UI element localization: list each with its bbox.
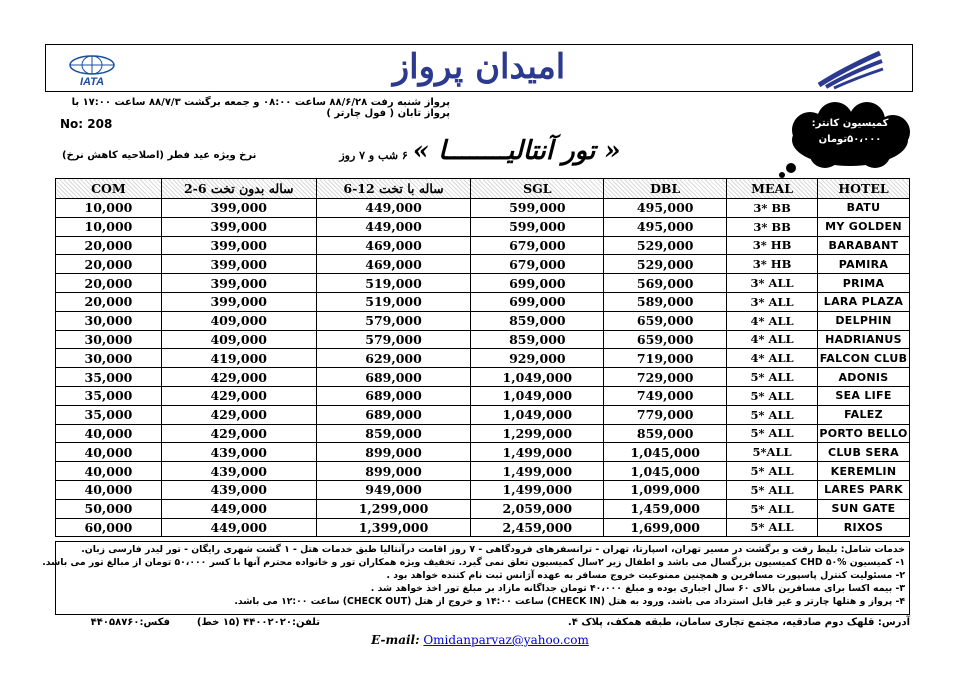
- commission-note: [790, 116, 910, 148]
- dbl-cell: 1,099,000: [604, 480, 727, 499]
- table-row: [56, 462, 910, 481]
- dbl-cell: 729,000: [604, 368, 727, 387]
- com-cell: 35,000: [56, 386, 162, 405]
- table-row: [56, 236, 910, 255]
- child-no-bed-cell: 419,000: [161, 349, 316, 368]
- meal-cell: 5*ALL: [727, 443, 818, 462]
- dbl-cell: 495,000: [604, 199, 727, 218]
- meal-cell: 3* BB: [727, 217, 818, 236]
- meal-cell: 5* ALL: [727, 462, 818, 481]
- com-cell: 30,000: [56, 330, 162, 349]
- meal-cell: 3* HB: [727, 236, 818, 255]
- child-with-bed-cell: 449,000: [316, 217, 471, 236]
- email-line: [0, 633, 960, 647]
- com-cell: 60,000: [56, 518, 162, 537]
- sgl-cell: 929,000: [471, 349, 604, 368]
- col-child-no-bed: 2-6 ساله بدون تخت: [161, 179, 316, 199]
- com-cell: 10,000: [56, 199, 162, 218]
- col-com: COM: [56, 179, 162, 199]
- hotel-name-cell: RIXOS: [818, 518, 910, 537]
- dbl-cell: 659,000: [604, 311, 727, 330]
- dbl-cell: 495,000: [604, 217, 727, 236]
- child-no-bed-cell: 439,000: [161, 480, 316, 499]
- dbl-cell: 749,000: [604, 386, 727, 405]
- table-row: [56, 311, 910, 330]
- hotel-name-cell: KEREMLIN: [818, 462, 910, 481]
- hotel-name-cell: FALEZ: [818, 405, 910, 424]
- child-with-bed-cell: 899,000: [316, 462, 471, 481]
- terms-item-2: ۲- مسئولیت کنترل پاسپورت مسافرین و همچنین ممنوعیت خروج مسافر به عهده آژانس ثبت نام کننده خواهد بود .: [386, 570, 905, 581]
- com-cell: 35,000: [56, 405, 162, 424]
- dbl-cell: 1,045,000: [604, 462, 727, 481]
- child-no-bed-cell: 399,000: [161, 199, 316, 218]
- included-services: [42, 541, 910, 615]
- flight-info: پرواز شنبه رفت ۸۸/۶/۲۸ ساعت ۰۸:۰۰ و جمعه برگشت ۸۸/۷/۳ ساعت ۱۷:۰۰ با پرواز تابان ( فول چارتر ): [71, 97, 450, 119]
- sgl-cell: 1,049,000: [471, 386, 604, 405]
- com-cell: 40,000: [56, 462, 162, 481]
- company-name: امیدان پرواز: [392, 47, 566, 87]
- hotel-name-cell: BATU: [818, 199, 910, 218]
- child-no-bed-cell: 439,000: [161, 443, 316, 462]
- sgl-cell: 1,499,000: [471, 480, 604, 499]
- dbl-cell: 1,699,000: [604, 518, 727, 537]
- hotel-name-cell: CLUB SERA: [818, 443, 910, 462]
- dbl-cell: 659,000: [604, 330, 727, 349]
- tour-number: No: 208: [60, 117, 113, 131]
- com-cell: 20,000: [56, 274, 162, 293]
- col-meal: MEAL: [727, 179, 818, 199]
- meal-cell: 5* ALL: [727, 499, 818, 518]
- dbl-cell: 1,045,000: [604, 443, 727, 462]
- dbl-cell: 779,000: [604, 405, 727, 424]
- meal-cell: 4* ALL: [727, 349, 818, 368]
- col-hotel: HOTEL: [818, 179, 910, 199]
- tour-title-main: « تور آنتالیــــــــا »: [412, 136, 621, 166]
- email-label: E-mail:: [371, 633, 420, 647]
- child-no-bed-cell: 399,000: [161, 217, 316, 236]
- table-row: [56, 405, 910, 424]
- com-cell: 50,000: [56, 499, 162, 518]
- meal-cell: 5* ALL: [727, 424, 818, 443]
- child-with-bed-cell: 519,000: [316, 274, 471, 293]
- terms-item-3: ۳- بیمه اکسا برای مسافرین بالای ۶۰ سال اجباری بوده و مبلغ ۴۰،۰۰۰ تومان جداگانه مازاد بر مبلغ تور اخذ خواهد شد .: [370, 583, 905, 594]
- sgl-cell: 859,000: [471, 330, 604, 349]
- hotel-name-cell: DELPHIN: [818, 311, 910, 330]
- table-row: [56, 386, 910, 405]
- sgl-cell: 1,499,000: [471, 443, 604, 462]
- child-no-bed-cell: 399,000: [161, 255, 316, 274]
- table-row: [56, 349, 910, 368]
- table-row: [56, 443, 910, 462]
- com-cell: 30,000: [56, 311, 162, 330]
- email-link[interactable]: Omidanparvaz@yahoo.com: [423, 633, 589, 647]
- hotel-name-cell: SUN GATE: [818, 499, 910, 518]
- child-no-bed-cell: 429,000: [161, 386, 316, 405]
- child-no-bed-cell: 429,000: [161, 405, 316, 424]
- hotel-name-cell: MY GOLDEN: [818, 217, 910, 236]
- dbl-cell: 719,000: [604, 349, 727, 368]
- child-with-bed-cell: 469,000: [316, 236, 471, 255]
- child-with-bed-cell: 859,000: [316, 424, 471, 443]
- price-table-body: [56, 199, 910, 537]
- address: آدرس: قلهک دوم صادقیه، مجتمع تجاری سامان، طبقه همکف، پلاک ۴.: [567, 617, 910, 628]
- meal-cell: 4* ALL: [727, 330, 818, 349]
- sgl-cell: 859,000: [471, 311, 604, 330]
- dbl-cell: 859,000: [604, 424, 727, 443]
- table-row: [56, 518, 910, 537]
- meal-cell: 5* ALL: [727, 405, 818, 424]
- child-with-bed-cell: 469,000: [316, 255, 471, 274]
- hotel-name-cell: BARABANT: [818, 236, 910, 255]
- child-with-bed-cell: 689,000: [316, 405, 471, 424]
- child-with-bed-cell: 1,399,000: [316, 518, 471, 537]
- meal-cell: 5* ALL: [727, 386, 818, 405]
- meal-cell: 3* HB: [727, 255, 818, 274]
- com-cell: 30,000: [56, 349, 162, 368]
- table-row: [56, 499, 910, 518]
- dbl-cell: 1,459,000: [604, 499, 727, 518]
- terms-item-1: ۱- کمیسیون CHD ۵۰% کمیسیون بزرگسال می باشد و اطفال زیر ۲سال کمیسیون تعلق نمی گیرد. تخفیف ویژه همکاران تور و خانواده محترم آنها با کسر ۵۰،۰۰۰ تومان از مبالغ تور می باشد.: [42, 557, 905, 568]
- table-row: [56, 368, 910, 387]
- child-no-bed-cell: 439,000: [161, 462, 316, 481]
- hotel-name-cell: HADRIANUS: [818, 330, 910, 349]
- dbl-cell: 589,000: [604, 292, 727, 311]
- dbl-cell: 529,000: [604, 236, 727, 255]
- meal-cell: 3* BB: [727, 199, 818, 218]
- sgl-cell: 1,049,000: [471, 405, 604, 424]
- child-with-bed-cell: 689,000: [316, 386, 471, 405]
- com-cell: 35,000: [56, 368, 162, 387]
- table-row: [56, 255, 910, 274]
- sgl-cell: 1,299,000: [471, 424, 604, 443]
- hotel-name-cell: PAMIRA: [818, 255, 910, 274]
- child-with-bed-cell: 899,000: [316, 443, 471, 462]
- child-with-bed-cell: 949,000: [316, 480, 471, 499]
- table-row: [56, 292, 910, 311]
- sgl-cell: 1,499,000: [471, 462, 604, 481]
- meal-cell: 4* ALL: [727, 311, 818, 330]
- child-with-bed-cell: 689,000: [316, 368, 471, 387]
- table-row: [56, 330, 910, 349]
- table-row: [56, 274, 910, 293]
- col-dbl: DBL: [604, 179, 727, 199]
- table-header-row: [56, 179, 910, 199]
- meal-cell: 5* ALL: [727, 480, 818, 499]
- com-cell: 10,000: [56, 217, 162, 236]
- price-table: [55, 178, 910, 537]
- iata-logo-text: IATA: [79, 76, 105, 88]
- com-cell: 40,000: [56, 480, 162, 499]
- child-no-bed-cell: 429,000: [161, 424, 316, 443]
- meal-cell: 5* ALL: [727, 518, 818, 537]
- sgl-cell: 599,000: [471, 217, 604, 236]
- phone: تلفن:۴۴۰۰۲۰۲۰ (۱۵ خط): [196, 617, 320, 628]
- sgl-cell: 2,059,000: [471, 499, 604, 518]
- tour-duration: ۶ شب و ۷ روز: [339, 149, 408, 162]
- child-no-bed-cell: 399,000: [161, 292, 316, 311]
- child-no-bed-cell: 409,000: [161, 311, 316, 330]
- meal-cell: 5* ALL: [727, 368, 818, 387]
- child-no-bed-cell: 409,000: [161, 330, 316, 349]
- child-with-bed-cell: 1,299,000: [316, 499, 471, 518]
- child-no-bed-cell: 449,000: [161, 499, 316, 518]
- com-cell: 40,000: [56, 443, 162, 462]
- hotel-name-cell: SEA LIFE: [818, 386, 910, 405]
- hotel-name-cell: FALCON CLUB: [818, 349, 910, 368]
- eid-special-rate-note: نرخ ویژه عید فطر (اصلاحیه کاهش نرخ): [62, 150, 257, 161]
- terms-item-4: ۴- پرواز و هتلها چارتر و غیر قابل استرداد می باشد. ورود به هتل (CHECK IN) ساعت ۱۴:۰۰ و خروج از هتل (CHECK OUT) ساعت ۱۲:۰۰ می باشد.: [234, 596, 905, 607]
- child-no-bed-cell: 399,000: [161, 274, 316, 293]
- meal-cell: 3* ALL: [727, 292, 818, 311]
- commission-amount: ۵۰،۰۰۰تومان: [818, 134, 882, 145]
- sgl-cell: 679,000: [471, 255, 604, 274]
- sgl-cell: 699,000: [471, 274, 604, 293]
- hotel-name-cell: LARA PLAZA: [818, 292, 910, 311]
- fax: فکس:۴۴۰۵۸۷۶۰: [90, 617, 170, 628]
- col-sgl: SGL: [471, 179, 604, 199]
- table-row: [56, 480, 910, 499]
- col-child-with-bed: 6-12 ساله با تخت: [316, 179, 471, 199]
- com-cell: 20,000: [56, 236, 162, 255]
- table-row: [56, 199, 910, 218]
- sgl-cell: 599,000: [471, 199, 604, 218]
- child-with-bed-cell: 449,000: [316, 199, 471, 218]
- child-no-bed-cell: 429,000: [161, 368, 316, 387]
- child-no-bed-cell: 399,000: [161, 236, 316, 255]
- child-with-bed-cell: 579,000: [316, 330, 471, 349]
- table-row: [56, 217, 910, 236]
- child-with-bed-cell: 519,000: [316, 292, 471, 311]
- table-row: [56, 424, 910, 443]
- child-no-bed-cell: 449,000: [161, 518, 316, 537]
- sgl-cell: 1,049,000: [471, 368, 604, 387]
- com-cell: 20,000: [56, 292, 162, 311]
- services-summary: خدمات شامل: بلیط رفت و برگشت در مسیر تهران، اسپارتا، تهران - ترانسفرهای فرودگاهی - ۷ روز اقامت درآنتالیا طبق خدمات هتل - ۱ گشت شهری رایگان - تور لیدر فارسی زبان.: [81, 544, 905, 555]
- tour-title: [330, 136, 630, 166]
- company-wing-logo: [814, 49, 884, 89]
- child-with-bed-cell: 579,000: [316, 311, 471, 330]
- hotel-name-cell: ADONIS: [818, 368, 910, 387]
- hotel-name-cell: LARES PARK: [818, 480, 910, 499]
- sgl-cell: 679,000: [471, 236, 604, 255]
- com-cell: 20,000: [56, 255, 162, 274]
- header-banner: [45, 44, 913, 92]
- hotel-name-cell: PORTO BELLO: [818, 424, 910, 443]
- child-with-bed-cell: 629,000: [316, 349, 471, 368]
- com-cell: 40,000: [56, 424, 162, 443]
- commission-label: کمیسیون کانتر:: [811, 118, 889, 129]
- dbl-cell: 569,000: [604, 274, 727, 293]
- meal-cell: 3* ALL: [727, 274, 818, 293]
- dbl-cell: 529,000: [604, 255, 727, 274]
- hotel-name-cell: PRIMA: [818, 274, 910, 293]
- sgl-cell: 699,000: [471, 292, 604, 311]
- sgl-cell: 2,459,000: [471, 518, 604, 537]
